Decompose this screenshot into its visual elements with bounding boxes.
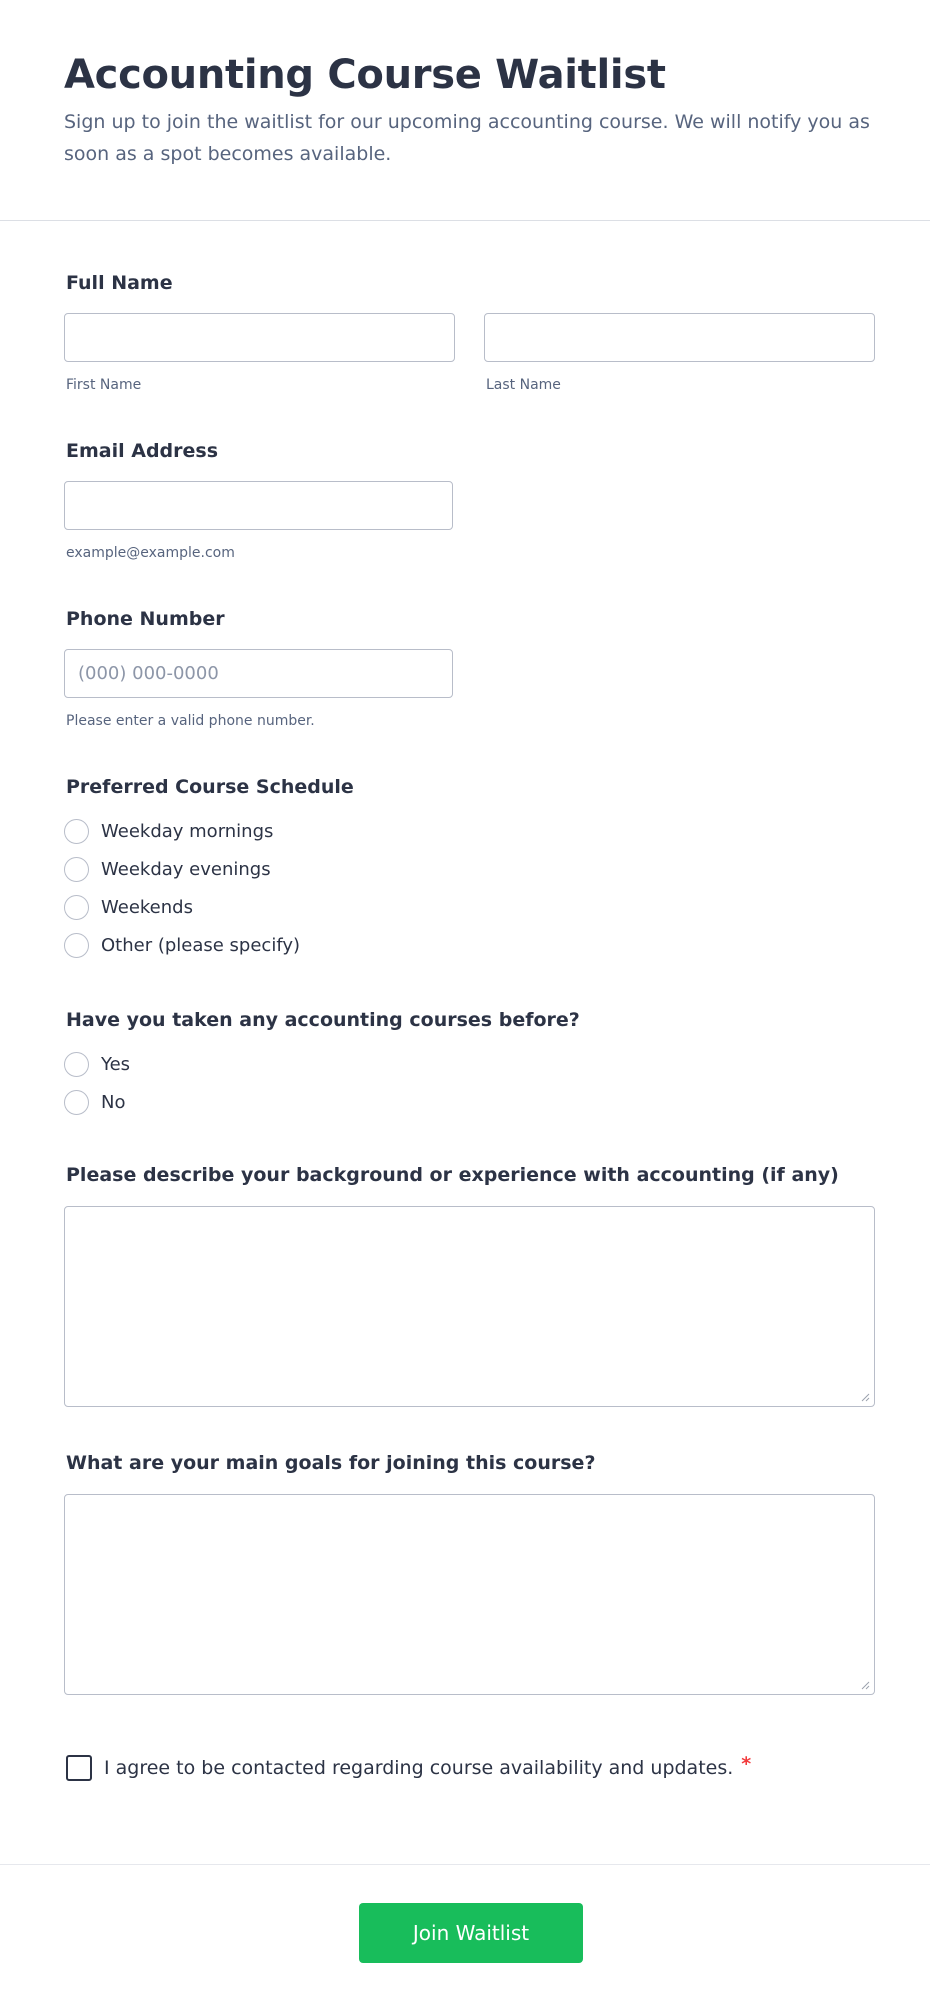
email-input[interactable] (64, 481, 453, 530)
radio-label: No (101, 1091, 126, 1113)
page-subtitle: Sign up to join the waitlist for our upcoming accounting course. We will notify you as soon as a spot becomes available. (64, 111, 870, 165)
first-name-input[interactable] (64, 313, 455, 362)
radio-button[interactable] (64, 857, 89, 882)
radio-option-other[interactable] (64, 932, 300, 958)
background-textarea[interactable] (64, 1206, 875, 1407)
radio-option-yes[interactable] (64, 1051, 130, 1077)
consent-checkbox[interactable] (66, 1755, 92, 1781)
radio-label: Yes (101, 1053, 131, 1075)
last-name-input[interactable] (484, 313, 875, 362)
schedule-label: Preferred Course Schedule (66, 776, 354, 798)
email-label: Email Address (66, 440, 219, 462)
radio-label: Weekends (101, 896, 193, 918)
footer-divider (0, 1864, 930, 1865)
goals-label: What are your main goals for joining this course? (66, 1452, 596, 1474)
background-label: Please describe your background or experience with accounting (if any) (66, 1164, 839, 1186)
resize-handle-icon[interactable] (861, 1393, 870, 1402)
last-name-sublabel: Last Name (486, 377, 561, 393)
radio-button[interactable] (64, 819, 89, 844)
phone-input[interactable] (64, 649, 453, 698)
phone-sublabel: Please enter a valid phone number. (66, 713, 315, 729)
radio-option-weekday-evenings[interactable] (64, 856, 271, 882)
radio-button[interactable] (64, 1090, 89, 1115)
resize-handle-icon[interactable] (861, 1681, 870, 1690)
page-title: Accounting Course Waitlist (64, 52, 666, 98)
consent-row[interactable] (66, 1755, 751, 1781)
goals-textarea[interactable] (64, 1494, 875, 1695)
required-asterisk: * (741, 1753, 752, 1775)
radio-label: Other (please specify) (101, 934, 301, 956)
radio-button[interactable] (64, 895, 89, 920)
radio-label: Weekday evenings (101, 858, 271, 880)
first-name-sublabel: First Name (66, 377, 142, 393)
radio-option-no[interactable] (64, 1089, 125, 1115)
email-sublabel: example@example.com (66, 545, 235, 561)
radio-button[interactable] (64, 933, 89, 958)
join-waitlist-button[interactable]: Join Waitlist (359, 1903, 583, 1963)
phone-label: Phone Number (66, 608, 225, 630)
previous-courses-label: Have you taken any accounting courses before? (66, 1009, 580, 1031)
radio-option-weekends[interactable] (64, 894, 193, 920)
radio-option-weekday-mornings[interactable] (64, 818, 273, 844)
consent-label: I agree to be contacted regarding course availability and updates. (104, 1757, 734, 1779)
full-name-label: Full Name (66, 272, 173, 294)
radio-button[interactable] (64, 1052, 89, 1077)
form-header (0, 0, 930, 221)
radio-label: Weekday mornings (101, 820, 274, 842)
